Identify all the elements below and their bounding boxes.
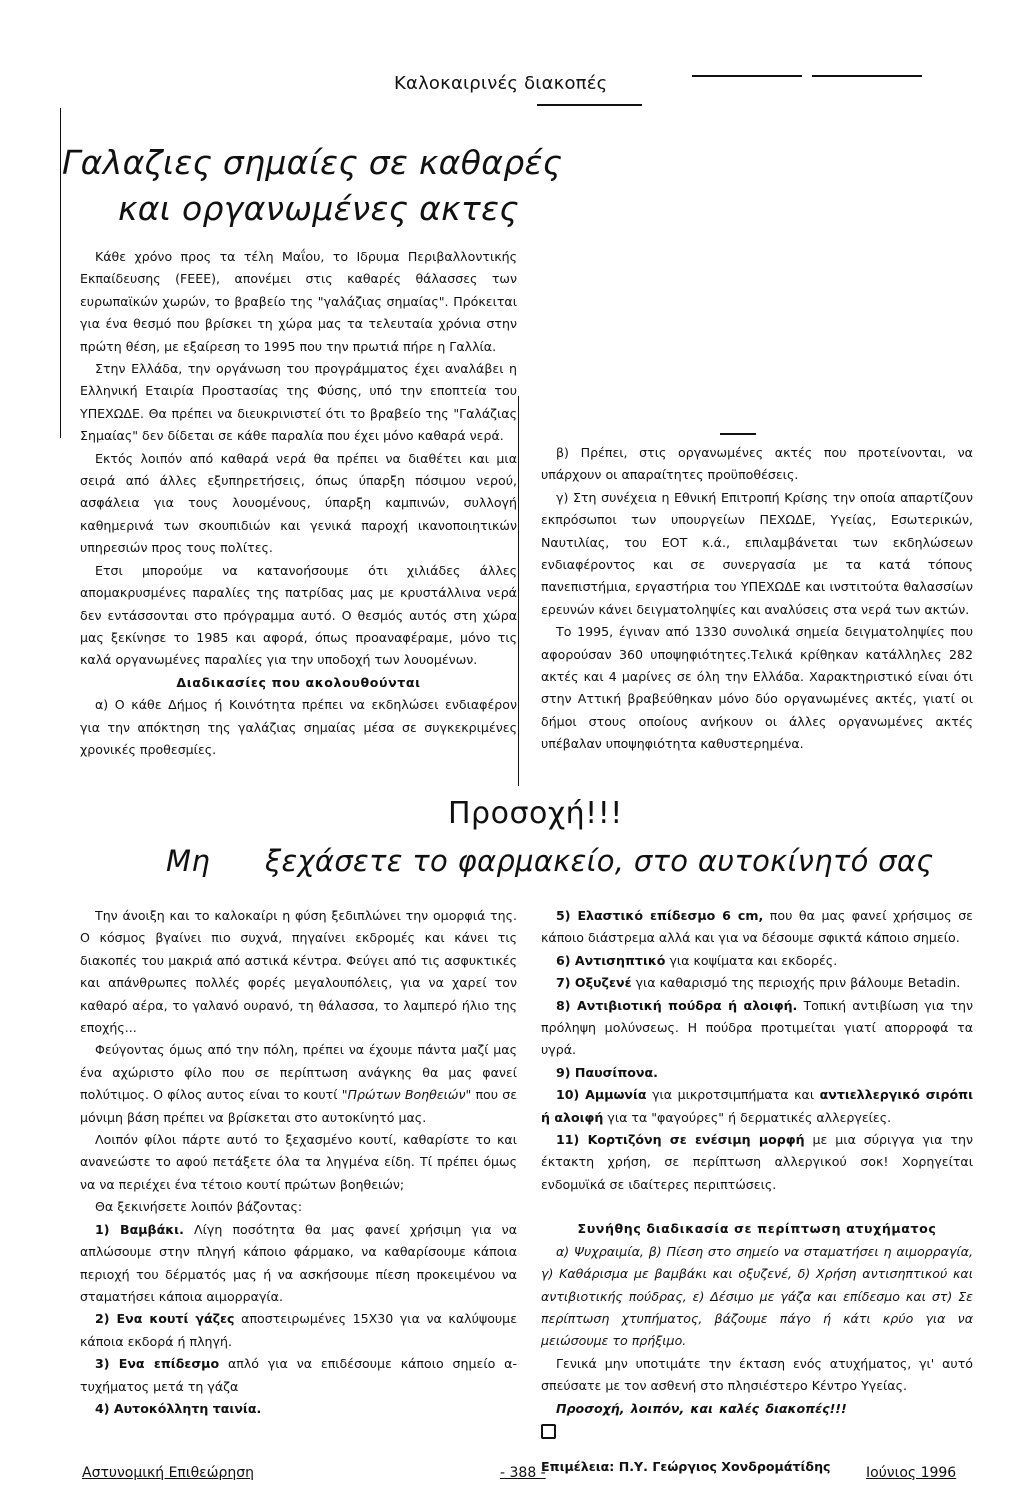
article1-paragraph: γ) Στη συνέχεια η Εθνική Επιτροπή Κρίσης την οποία απαρτίζουν εκπρόσωποι των υπουργείων ΠΕΧΩΔΕ, Υγείας, Εσωτερικών, Ναυτιλίας, του ΕΟΤ κ.ά., επιλαμβάνεται των εκδηλώσεων ενδιαφέροντος και σε συνεργασία με τα κατά τόπους πανεπιστήμια, εργαστήρια του ΥΠΕΧΩΔΕ και ινστιτούτα θαλασσίων ερευνών κάνει δειγματοληψίες και αναλύσεις στα νερά των ακτών.: [541, 489, 973, 617]
article1-paragraph: Κάθε χρόνο προς τα τέλη Μαΐου, το Ιδρυμα Περιβαλλοντικής Εκπαίδευσης (FEEE), απονέμει στις καθαρές θάλασσες των ευρωπαϊκών χωρών, το βραβείο της "γαλάζιας σημαίας". Πρόκειται για ένα θεσμό που βρίσκει τη χώρα μας τα τελευταία χρόνια στην πρώτη θέση, με εξαίρεση το 1995 που την πρωτιά πήρε η Γαλλία.: [80, 249, 517, 354]
kit-item: 11) Κορτιζόνη σε ενέσιμη μορφή με μια σύριγγα για την έκτακτη χρήση, σε περίπτωση αλλεργικού σοκ! Χορηγείται ενδομυϊκά σε ιδαίτερες περιπτώσεις.: [541, 1132, 973, 1192]
warning-title: Προσοχή!!!: [448, 796, 623, 831]
article2-right-column: [541, 905, 973, 1479]
footer-date: Ιούνιος 1996: [866, 1465, 957, 1481]
kit-item: 9) Παυσίπονα.: [556, 1064, 658, 1080]
usual-procedure-text: α) Ψυχραιμία, β) Πίεση στο σημείο να σταματήσει η αιμορραγία, γ) Καθάρισμα με βαμβάκι και οξυζενέ, δ) Χρήση αντισηπτικού και αντιβιοτικής πούδρας, ε) Δέσιμο με γάζα και επίδεσμο και στ) Σε περίπτωση χτυπήματος, βάζουμε πάγο ή κάτι κρύο για να μειώσουμε το πρήξιμο.: [541, 1243, 973, 1349]
procedure-heading: Διαδικασίες που ακολουθούνται: [176, 674, 421, 690]
kit-item: 1) Βαμβάκι. Λίγη ποσότητα θα μας φανεί χρήσιμη για να απλώσουμε στην πληγή κάποιο φάρμακο, να καθαρίσουμε κάποια περιοχή του δέρματός μας ή να ασκήσουμε πίεση προκειμένου να σταματήσει κάποια αιμορραγία.: [80, 1221, 517, 1304]
kit-item: 6) Αντισηπτικό για κοψίματα και εκδορές.: [556, 952, 838, 968]
kit-item: 7) Οξυζενέ για καθαρισμό της περιοχής πριν βάλουμε Betadin.: [556, 975, 961, 991]
subtitle-part-b: ξεχάσετε το φαρμακείο, στο αυτοκίνητό σας: [265, 844, 934, 878]
kit-item: 5) Ελαστικό επίδεσμο 6 cm, που θα μας φανεί χρήσιμος σε κάποιο διάστρεμα αλλά και για να δέσουμε σφικτά κάποιο σημείο.: [541, 908, 973, 946]
article2-left-column: [80, 905, 517, 1420]
header-rule-2: [692, 75, 802, 77]
usual-procedure-text: Γενικά μην υποτιμάτε την έκταση ενός ατυχήματος, γι' αυτό σπεύσατε με τον ασθενή στο πλησιέστερο Κέντρο Υγείας.: [541, 1355, 973, 1394]
first-aid-emphasis: "Πρώτων Βοηθειών": [341, 1087, 472, 1103]
article-title-line1: Γαλαζιες σημαίες σε καθαρές: [62, 143, 563, 182]
kit-item: 8) Αντιβιοτική πούδρα ή αλοιφή. Τοπική αντιβίωση για την πρόληψη μολύνσεως. Η πούδρα προτιμείται γιατί απορροφά τα υγρά.: [541, 997, 973, 1058]
section-header: Καλοκαιρινές διακοπές: [394, 73, 608, 94]
article-title: [62, 140, 582, 232]
article-title-line2: και οργανωμένες ακτες: [118, 189, 519, 228]
article1-right-column: [541, 442, 973, 756]
usual-procedure-heading: Συνήθης διαδικασία σε περίπτωση ατυχήματος: [577, 1221, 937, 1237]
kit-item: 2) Ενα κουτί γάζες αποστειρωμένες 15Χ30 για να καλύψουμε κάποια εκδορά ή πληγή.: [80, 1311, 518, 1349]
article2-paragraph: Θα ξεκινήσετε λοιπόν βάζοντας:: [95, 1199, 303, 1215]
article1-paragraph: α) Ο κάθε Δήμος ή Κοινότητα πρέπει να εκδηλώσει ενδιαφέρον για την απόκτηση της γαλάζιας σημαίας μέσα σε συγκεκριμένες χρονικές προθεσμίες.: [80, 697, 517, 757]
end-mark-icon: [541, 1424, 556, 1439]
article1-paragraph: β) Πρέπει, στις οργανωμένες ακτές που προτείνονται, να υπάρχουν οι απαραίτητες προϋποθέσεις.: [541, 445, 973, 483]
article1-paragraph: Ετσι μπορούμε να κατανοήσουμε ότι χιλιάδες άλλες απομακρυσμένες παραλίες της πατρίδας μας με κρυστάλλινα νερά δεν εντάσσονται στο πρόγραμμα αυτό. Ο θεσμός αυτός στη χώρα μας ξεκίνησε το 1985 και αφορά, όπως προαναφέραμε, μόνο τις καλά οργανωμένες παραλίες για την υποδοχή των λουομένων.: [80, 562, 517, 668]
subtitle-part-a: Μη: [166, 844, 211, 878]
article2-paragraph: Λοιπόν φίλοι πάρτε αυτό το ξεχασμένο κουτί, καθαρίστε το και ανανεώστε το αφού πετάξετε όλα τα ληγμένα είδη. Τί πρέπει όμως να να περιέχει ένα τέτοιο κουτί πρώτων βοηθειών;: [80, 1132, 517, 1192]
article2-paragraph: Φεύγοντας όμως από την πόλη, πρέπει να έχουμε πάντα μαζί μας ένα αχώριστο φίλο που σε περίπτωση ανάγκης θα μας φανεί πολύτιμος. Ο φίλος αυτος είναι το κουτί "Πρώτων Βοηθειών" που σε μόνιμη βάση πρέπει να βρίσκεται στο αυτοκίνητό μας.: [80, 1042, 517, 1125]
left-margin-rule: [60, 108, 61, 438]
kit-item: 10) Αμμωνία για μικροτσιμπήματα και αντιελλεργικό σιρόπι ή αλοιφή για τα "φαγούρες" ή δερματικές αλλεργείες.: [541, 1087, 973, 1125]
footer-page-number: - 388 -: [500, 1465, 546, 1481]
article2-paragraph: Την άνοιξη και το καλοκαίρι η φύση ξεδιπλώνει την ομορφιά της. Ο κόσμος βγαίνει πιο συχνά, πηγαίνει εκδρομές και κάνει τις διακοπές του μακριά από αστικά κέντρα. Φεύγει από τις ασφυκτικές και απάνθρωπες πολλές φορές μεγαλουπόλεις, για να χαρεί τον καθαρό αέρα, το γαλανό ουρανό, τη θάλασσα, το λαμπερό ήλιο της εποχής...: [80, 908, 517, 1036]
small-dash: [720, 433, 756, 435]
header-rule-3: [812, 75, 922, 77]
article1-paragraph: Το 1995, έγιναν από 1330 συνολικά σημεία δειγματοληψίες που αφορούσαν 360 υποψηφιότητες.Τελικά κρίθηκαν κατάλληλες 282 ακτές και 4 μαρίνες σε όλη την Ελλάδα. Χαρακτηριστικό είναι ότι στην Αττική βραβεύθηκαν μόνο δύο οργανωμένες ακτές, γιατί οι δήμοι στους οποίους ανήκουν οι άλλες οργανωμένες ακτές υπέβαλαν υποψηφιότητα καθυστερημένα.: [541, 624, 973, 752]
article1-paragraph: Στην Ελλάδα, την οργάνωση του προγράμματος έχει αναλάβει η Ελληνική Εταιρία Προστασίας της Φύσης, υπό την εποπτεία του ΥΠΕΧΩΔΕ. Θα πρέπει να διευκρινιστεί ότι το βραβείο της "Γαλάζιας Σημαίας" δεν δίδεται σε κάθε παραλία που έχει μόνο καθαρά νερά.: [80, 361, 517, 444]
article1-paragraph: Εκτός λοιπόν από καθαρά νερά θα πρέπει να διαθέτει και μια σειρά από άλλες εξυπηρετήσεις, όπως ύπαρξη πόσιμου νερού, ασφάλεια για τους λουομένους, ύπαρξη καμπινών, συλλογή καθημερινά των σκουπιδιών και γενικά παροχή ικανοποιητικών υπηρεσιών προς τους πολίτες.: [80, 450, 517, 556]
closing-line: Προσοχή, λοιπόν, και καλές διακοπές!!!: [541, 1398, 973, 1443]
footer-magazine: Αστυνομική Επιθεώρηση: [82, 1465, 254, 1481]
kit-item: 3) Ενα επίδεσμο απλό για να επιδέσουμε κάποιο σημείο α-τυχήματος μετά τη γάζα: [80, 1356, 517, 1394]
header-rule: [537, 104, 642, 106]
article1-left-column: [80, 246, 517, 761]
kit-item: 4) Αυτοκόλλητη ταινία.: [95, 1400, 262, 1416]
credit: Επιμέλεια: Π.Υ. Γεώργιος Χονδρομάτίδης: [541, 1459, 831, 1475]
column-divider: [518, 396, 519, 786]
